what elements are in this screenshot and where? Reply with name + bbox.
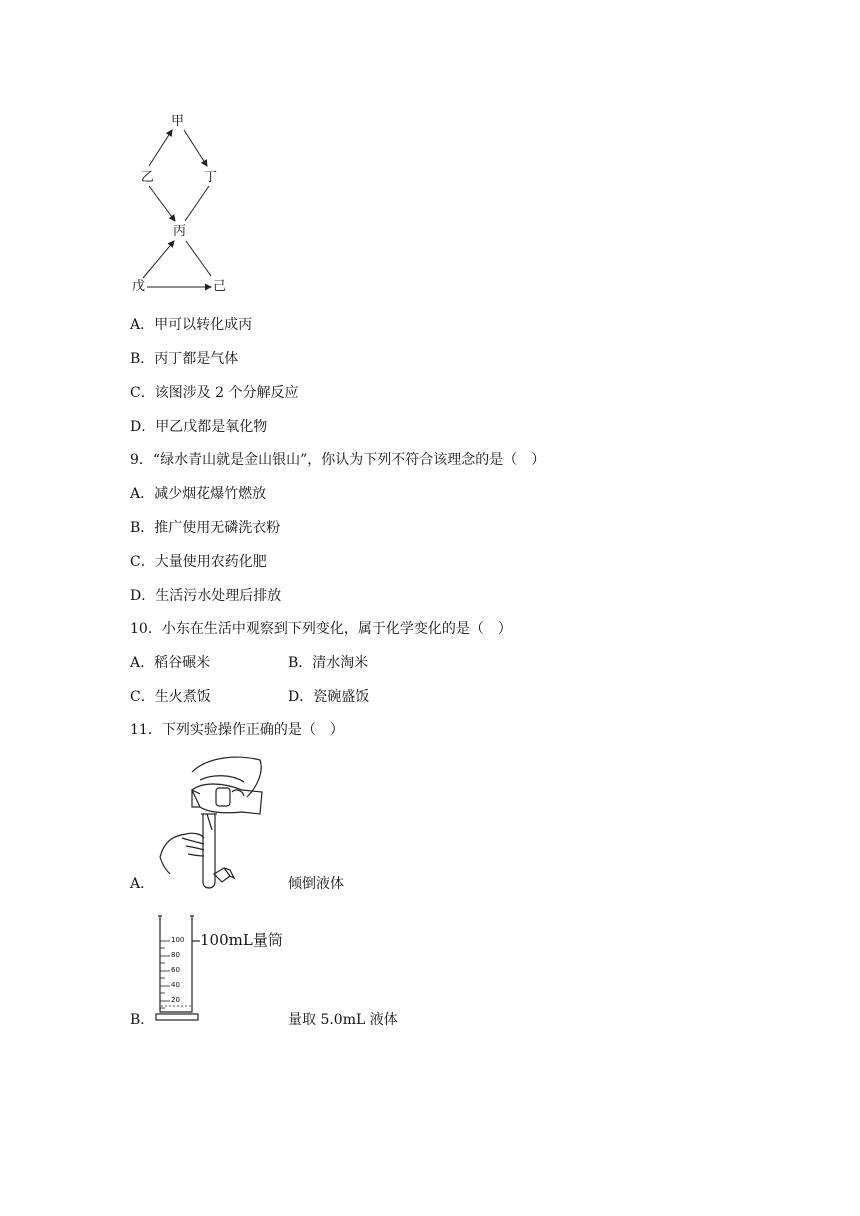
q11-option-a-letter: A． bbox=[130, 876, 155, 892]
reaction-diagram bbox=[125, 108, 235, 300]
option-text: 生火煮饭 bbox=[154, 689, 211, 705]
q8-option-b bbox=[130, 352, 238, 366]
option-text: 推广使用无磷洗衣粉 bbox=[154, 520, 281, 536]
node-ji: 己 bbox=[213, 279, 227, 294]
diagram-arrows bbox=[125, 108, 235, 300]
q9-stem: 9．“绿水青山就是金山银山”，你认为下列不符合该理念的是（ ） bbox=[130, 452, 546, 468]
q10-option-d bbox=[288, 690, 369, 704]
option-text: 清水淘米 bbox=[312, 655, 369, 671]
q11-option-b-text: 量取 5.0mL 液体 bbox=[288, 1012, 398, 1028]
q9-option-c bbox=[130, 555, 267, 569]
option-letter: B． bbox=[130, 351, 155, 367]
option-text: 丙丁都是气体 bbox=[154, 351, 239, 367]
tick-label: 60 bbox=[171, 966, 180, 974]
graduated-cylinder-figure bbox=[154, 914, 284, 1026]
q10-option-b bbox=[288, 656, 368, 670]
q11-stem: 11．下列实验操作正确的是（ ） bbox=[130, 722, 344, 738]
option-text: 甲乙戊都是氧化物 bbox=[155, 419, 268, 435]
option-text: 甲可以转化成丙 bbox=[154, 317, 253, 333]
option-letter: D． bbox=[288, 689, 314, 705]
q10-option-c bbox=[130, 690, 211, 704]
arrow-jia-to-ding bbox=[184, 130, 207, 166]
option-letter: C． bbox=[130, 554, 155, 570]
pouring-liquid-figure bbox=[152, 752, 272, 892]
tick-label: 20 bbox=[171, 996, 180, 1004]
line-ding-bing bbox=[185, 186, 209, 221]
q9-option-d bbox=[130, 589, 281, 603]
node-bing: 丙 bbox=[173, 224, 187, 239]
option-text: 该图涉及 2 个分解反应 bbox=[154, 385, 299, 401]
option-letter: A． bbox=[130, 317, 155, 333]
q8-option-c bbox=[130, 386, 299, 400]
option-letter: C． bbox=[130, 385, 155, 401]
option-letter: D． bbox=[130, 588, 156, 604]
node-jia: 甲 bbox=[171, 114, 185, 129]
q11-option-a-text: 倾倒液体 bbox=[288, 876, 344, 892]
arrow-wu-to-bing bbox=[143, 241, 174, 278]
arrow-yi-to-bing bbox=[149, 186, 175, 221]
node-yi: 乙 bbox=[141, 170, 155, 185]
line-bing-ji bbox=[186, 241, 211, 276]
q8-option-a bbox=[130, 318, 252, 332]
option-letter: A． bbox=[130, 655, 155, 671]
option-letter: A． bbox=[130, 486, 155, 502]
node-wu: 戊 bbox=[132, 279, 146, 294]
option-text: 生活污水处理后排放 bbox=[155, 588, 282, 604]
option-text: 减少烟花爆竹燃放 bbox=[154, 486, 267, 502]
tick-label: 40 bbox=[171, 981, 180, 989]
q11-option-b-letter: B． bbox=[130, 1012, 155, 1028]
pouring-liquid-illustration bbox=[152, 752, 272, 892]
q9-option-b bbox=[130, 521, 280, 535]
q9-option-a bbox=[130, 487, 266, 501]
tick-label: 100 bbox=[171, 936, 185, 944]
tick-label: 80 bbox=[171, 951, 180, 959]
option-letter: B． bbox=[130, 520, 155, 536]
option-text: 稻谷碾米 bbox=[154, 655, 211, 671]
q10-stem: 10．小东在生活中观察到下列变化，属于化学变化的是（ ） bbox=[130, 621, 512, 637]
option-letter: B． bbox=[288, 655, 313, 671]
q10-option-a bbox=[130, 656, 210, 670]
q8-option-d bbox=[130, 420, 267, 434]
option-text: 瓷碗盛饭 bbox=[313, 689, 370, 705]
arrow-yi-to-jia bbox=[149, 130, 172, 166]
option-text: 大量使用农药化肥 bbox=[154, 554, 267, 570]
node-ding: 丁 bbox=[204, 170, 218, 185]
option-letter: C． bbox=[130, 689, 155, 705]
option-letter: D． bbox=[130, 419, 156, 435]
cylinder-label: 100mL量筒 bbox=[200, 931, 283, 949]
